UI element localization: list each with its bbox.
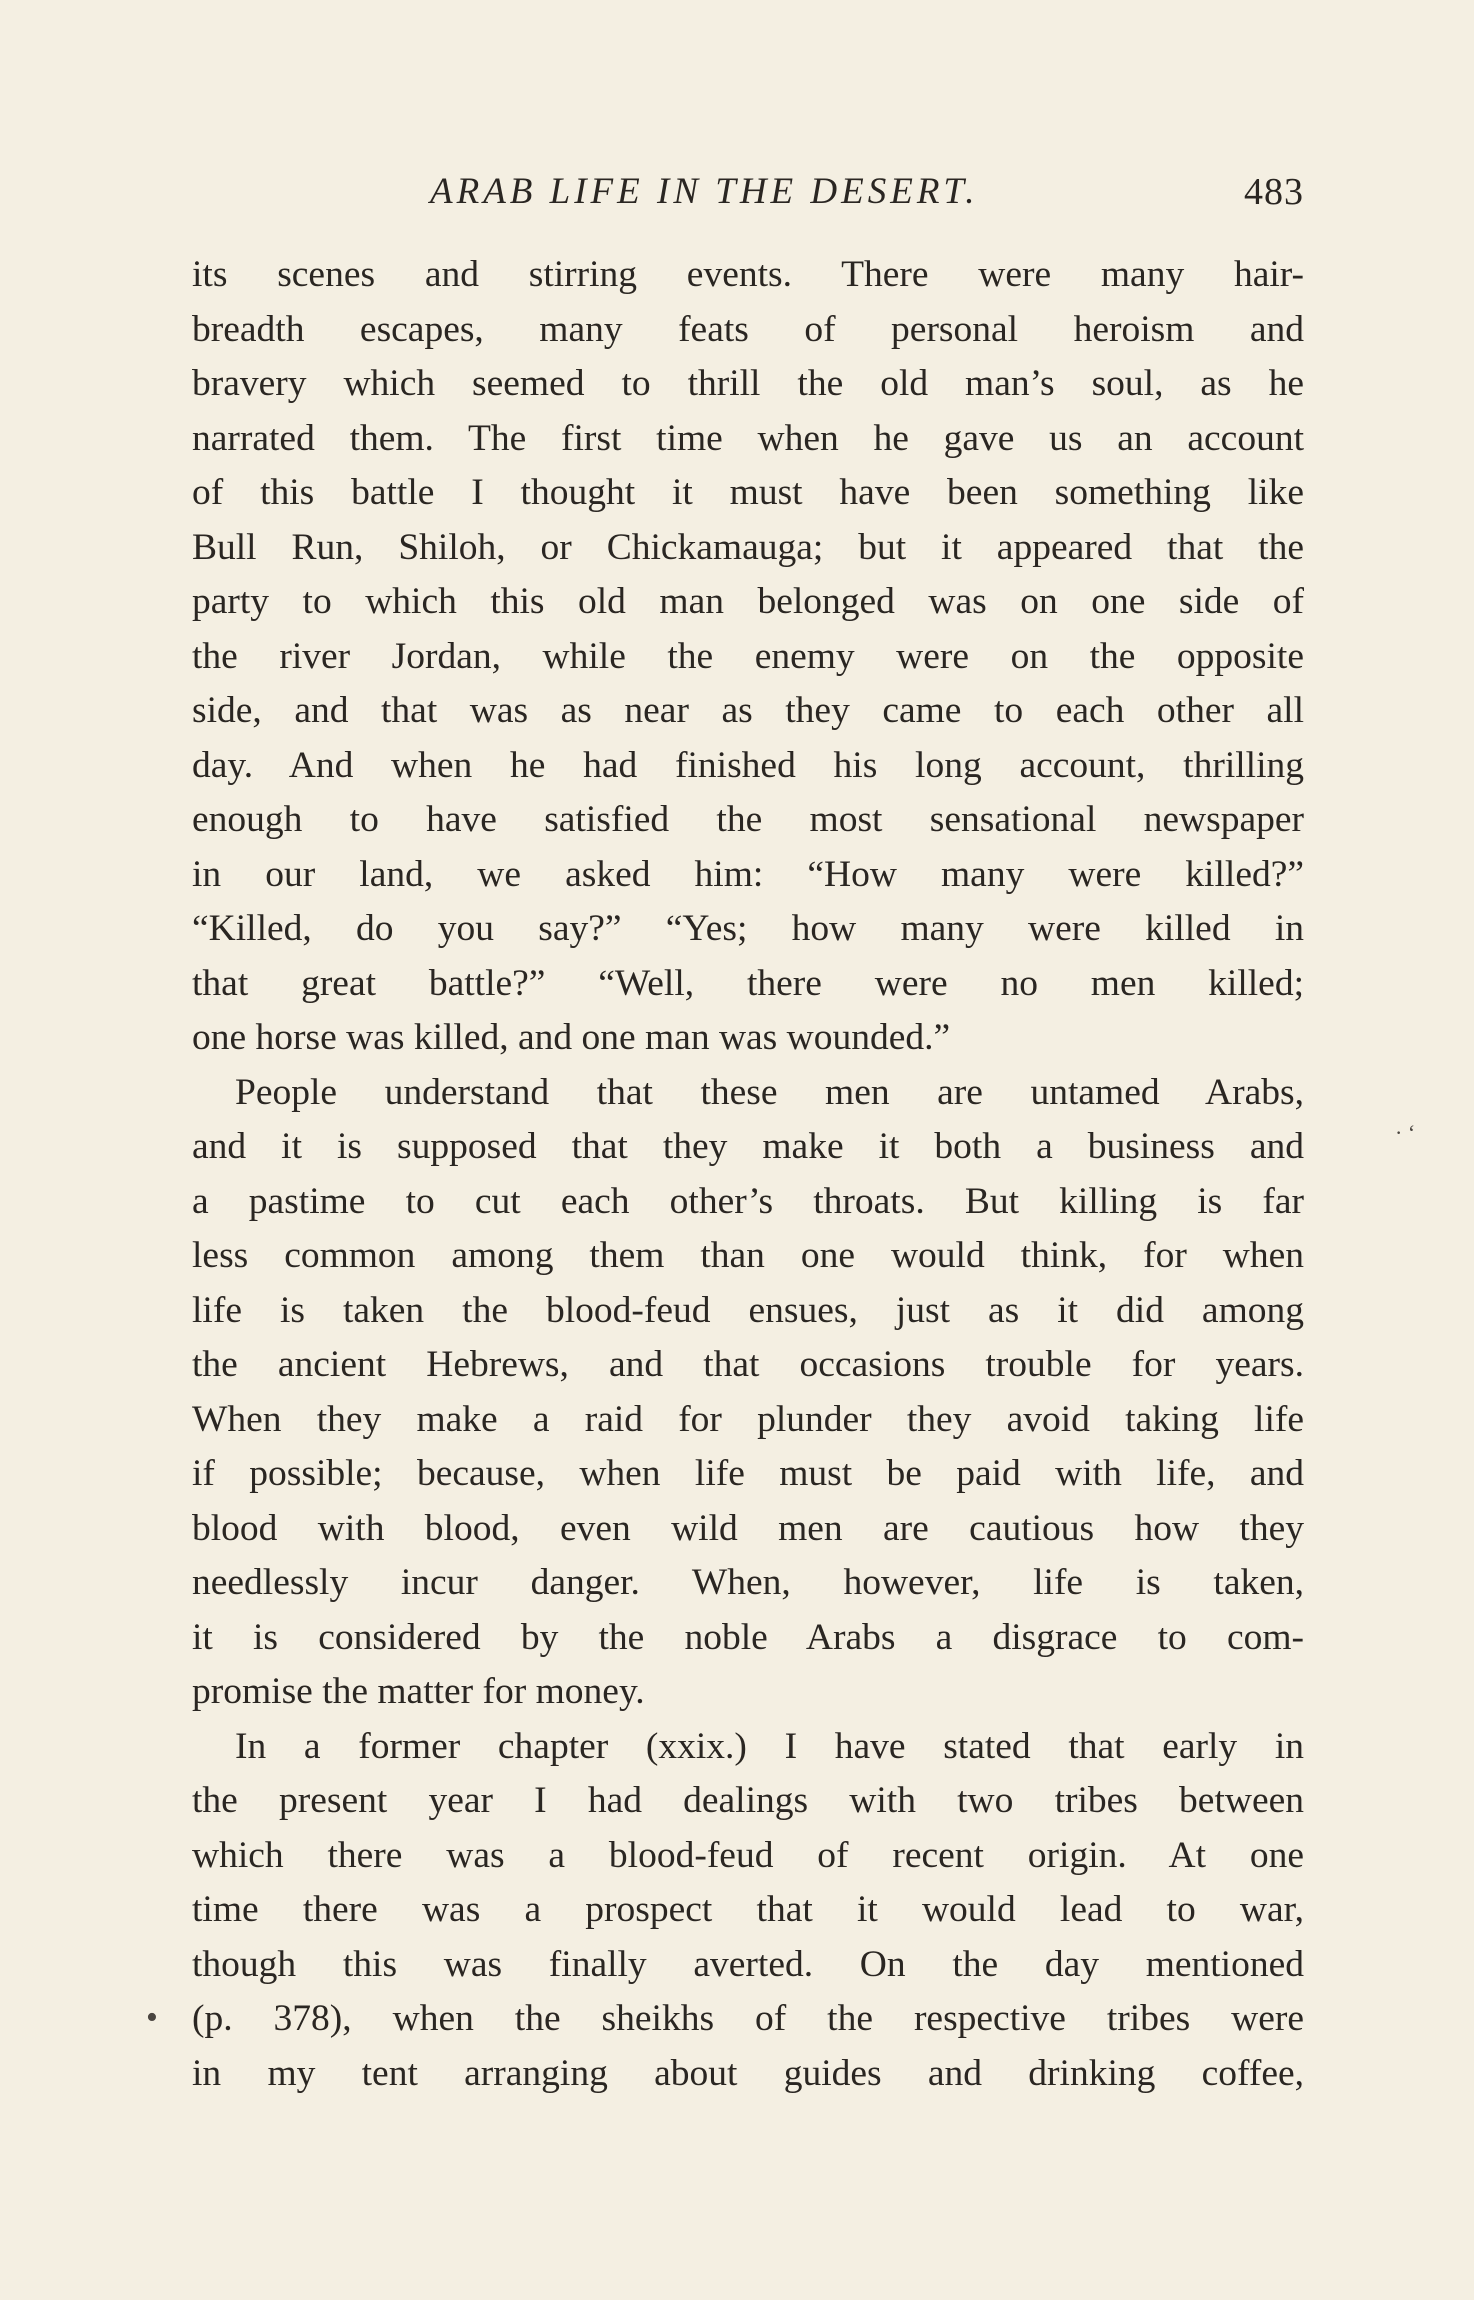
text-line: in my tent arranging about guides and drinking coffee,: [192, 2052, 1304, 2094]
text-line: its scenes and stirring events. There were many hair-: [192, 254, 1304, 295]
text-line: needlessly incur danger. When, however, life is taken,: [192, 1562, 1304, 1603]
margin-bullet-mark: •: [146, 1999, 158, 2036]
text-line: promise the matter for money.: [192, 1671, 645, 1712]
text-line: blood with blood, even wild men are cautious how they: [192, 1507, 1304, 1549]
text-line: a pastime to cut each other’s throats. But killing is far: [192, 1180, 1304, 1222]
page-number: 483: [1244, 171, 1304, 213]
text-line: bravery which seemed to thrill the old man’s soul, as he: [192, 363, 1304, 404]
paragraph-start-line: In a former chapter (xxix.) I have stated that early in: [235, 1725, 1304, 1767]
text-line: side, and that was as near as they came to each other all: [192, 690, 1304, 731]
text-line: party to which this old man belonged was on one side of: [192, 581, 1304, 622]
paragraph-start-line: People understand that these men are untamed Arabs,: [235, 1071, 1304, 1113]
running-title: ARAB LIFE IN THE DESERT.: [430, 171, 979, 212]
margin-dots-mark: · ‘: [1395, 1120, 1416, 1145]
text-line: enough to have satisfied the most sensational newspaper: [192, 799, 1304, 840]
text-line: it is considered by the noble Arabs a disgrace to com-: [192, 1616, 1304, 1658]
text-line: less common among them than one would think, for when: [192, 1235, 1304, 1276]
text-line: one horse was killed, and one man was wounded.”: [192, 1017, 951, 1058]
text-line: time there was a prospect that it would lead to war,: [192, 1889, 1304, 1930]
text-line: and it is supposed that they make it both a business and: [192, 1126, 1304, 1167]
text-line: of this battle I thought it must have been something like: [192, 472, 1304, 513]
text-line: narrated them. The first time when he gave us an account: [192, 417, 1304, 459]
text-line: life is taken the blood-feud ensues, just as it did among: [192, 1289, 1304, 1331]
text-line: though this was finally averted. On the day mentioned: [192, 1943, 1304, 1985]
text-line: day. And when he had finished his long account, thrilling: [192, 744, 1304, 786]
text-line: which there was a blood-feud of recent origin. At one: [192, 1834, 1304, 1876]
text-line: When they make a raid for plunder they avoid taking life: [192, 1398, 1304, 1440]
text-line: breadth escapes, many feats of personal heroism and: [192, 308, 1304, 350]
text-line: that great battle?” “Well, there were no men killed;: [192, 962, 1304, 1004]
text-line: the ancient Hebrews, and that occasions trouble for years.: [192, 1344, 1304, 1385]
text-line: in our land, we asked him: “How many were killed?”: [192, 853, 1304, 895]
running-head: [192, 162, 1304, 222]
text-line: if possible; because, when life must be paid with life, and: [192, 1453, 1304, 1494]
text-line: (p. 378), when the sheikhs of the respective tribes were: [192, 1998, 1304, 2039]
text-line: “Killed, do you say?” “Yes; how many were killed in: [192, 908, 1304, 949]
text-line: the river Jordan, while the enemy were on the opposite: [192, 635, 1304, 677]
text-line: Bull Run, Shiloh, or Chickamauga; but it appeared that the: [192, 526, 1304, 568]
text-line: the present year I had dealings with two tribes between: [192, 1780, 1304, 1821]
body-text: [192, 248, 1304, 2101]
